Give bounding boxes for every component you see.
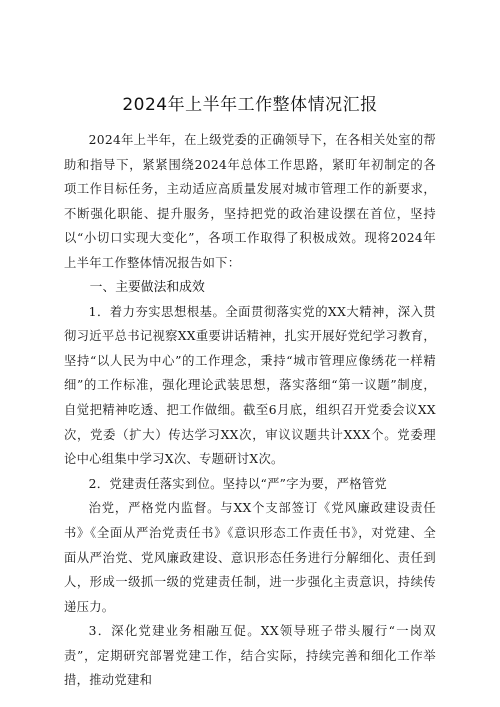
item-3-paragraph: 3．深化党建业务相融互促。XX领导班子带头履行“一岗双责”，定期研究部署党建工作，结合实际，持续完善和细化工作举措，推动党建和 bbox=[64, 624, 436, 688]
section-heading-main-practices: 一、主要做法和成效 bbox=[89, 279, 205, 295]
item-2-paragraph: 治党，严格党内监督。与XX个支部签订《党风廉政建设责任书》《全面从严治党责任书》《意识形态工作责任书》，对党建、全面从严治党、党风廉政建设、意识形态任务进行分解细化、责任到人，形成一级抓一级的党建责任制，进一步强化主责意识，持续传递压力。 bbox=[64, 501, 436, 614]
item-1-paragraph: 1．着力夯实思想根基。全面贯彻落实党的XX大精神，深入贯彻习近平总书记视察XX重要讲话精神，扎实开展好党纪学习教育，坚持“以人民为中心”的工作理念，秉持“城市管理应像绣花一样精细”的工作标准，强化理论武装思想，落实落细“第一议题”制度，自觉把精神吃透、把工作做细。截至6月底，组织召开党委会议XX次，党委（扩大）传达学习XX次，审议议题共计XXX个。党委理论中心组集中学习X次、专题研讨X次。 bbox=[64, 304, 436, 467]
intro-paragraph: 2024年上半年，在上级党委的正确领导下，在各相关处室的帮助和指导下，紧紧围绕2024年总体工作思路，紧盯年初制定的各项工作目标任务，主动适应高质量发展对城市管理工作的新要求，不断强化职能、提升服务，坚持把党的政治建设摆在首位，坚持以“小切口实现大变化”，各项工作取得了积极成效。现将2024年上半年工作整体情况报告如下： bbox=[64, 133, 437, 270]
item-2-first-line: 2．党建责任落实到位。坚持以“严”字为要，严格管党 bbox=[88, 476, 388, 491]
document-title: 2024年上半年工作整体情况汇报 bbox=[122, 95, 378, 115]
